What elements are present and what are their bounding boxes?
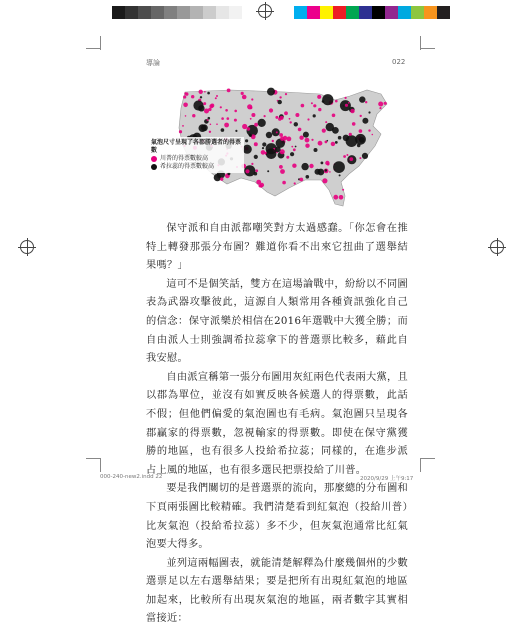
crop-mark bbox=[86, 458, 100, 459]
county-bubble bbox=[360, 115, 362, 117]
county-bubble bbox=[294, 122, 298, 126]
county-bubble bbox=[348, 102, 350, 104]
county-bubble bbox=[220, 177, 223, 180]
registration-mark-top bbox=[258, 4, 272, 18]
county-bubble bbox=[241, 92, 244, 95]
color-swatch bbox=[437, 6, 450, 19]
county-bubble bbox=[372, 134, 374, 136]
county-bubble bbox=[295, 146, 297, 148]
color-swatch bbox=[216, 6, 229, 19]
color-swatch bbox=[359, 6, 372, 19]
color-swatch bbox=[333, 6, 346, 19]
county-bubble bbox=[290, 121, 292, 123]
county-bubble bbox=[343, 135, 349, 141]
county-bubble bbox=[315, 169, 321, 175]
county-bubble bbox=[251, 98, 253, 100]
grayscale-color-bar bbox=[112, 6, 255, 19]
county-bubble bbox=[216, 123, 218, 125]
county-bubble bbox=[331, 142, 335, 146]
county-bubble bbox=[322, 178, 327, 183]
county-bubble bbox=[185, 92, 188, 95]
county-bubble bbox=[209, 131, 211, 133]
color-swatch bbox=[346, 6, 359, 19]
county-bubble bbox=[313, 104, 316, 107]
crop-mark bbox=[421, 458, 435, 459]
color-swatch bbox=[229, 6, 242, 19]
color-swatch bbox=[398, 6, 411, 19]
county-bubble bbox=[362, 118, 368, 124]
county-bubble bbox=[279, 133, 283, 137]
black-dot-icon bbox=[151, 164, 157, 170]
county-bubble bbox=[345, 104, 348, 107]
running-head-left: 導論 bbox=[146, 59, 160, 67]
legend-label-clinton: 希拉蕊的得票數較高 bbox=[160, 163, 215, 170]
county-bubble bbox=[368, 129, 370, 131]
county-bubble bbox=[343, 155, 346, 158]
county-bubble bbox=[350, 109, 354, 113]
county-bubble bbox=[254, 123, 258, 127]
county-bubble bbox=[318, 141, 323, 146]
county-bubble bbox=[322, 129, 326, 133]
county-bubble bbox=[289, 118, 291, 120]
county-bubble bbox=[346, 154, 348, 156]
county-bubble bbox=[275, 116, 278, 119]
county-bubble bbox=[208, 117, 211, 120]
county-bubble bbox=[258, 119, 266, 127]
crop-mark bbox=[100, 458, 101, 472]
county-bubble bbox=[286, 156, 289, 159]
county-bubble bbox=[333, 195, 338, 200]
county-bubble bbox=[254, 155, 258, 159]
paragraph: 並列這兩幅圖表，就能清楚解釋為什麼幾個州的少數選票足以左右選舉結果；要是把所有出現紅氣泡的地區加起來，比較所有出現灰氣泡的地區，兩者數字其實相當接近： bbox=[146, 557, 408, 625]
county-bubble bbox=[266, 132, 272, 138]
county-bubble bbox=[299, 136, 303, 140]
county-bubble bbox=[329, 171, 331, 173]
county-bubble bbox=[220, 106, 222, 108]
legend-item-trump bbox=[151, 155, 241, 163]
county-bubble bbox=[345, 97, 347, 99]
color-swatch bbox=[151, 6, 164, 19]
color-swatch bbox=[372, 6, 385, 19]
county-bubble bbox=[235, 130, 237, 132]
county-bubble bbox=[309, 164, 313, 168]
county-bubble bbox=[224, 123, 229, 128]
county-bubble bbox=[283, 136, 287, 140]
county-bubble bbox=[285, 93, 287, 95]
map-legend bbox=[148, 137, 244, 173]
paragraph: 保守派和自由派都嘲笑對方太過感蠢。「你怎會在推特上轉發那張分布圖？難道你看不出來它扭曲了選舉結果嗎？」 bbox=[146, 223, 408, 272]
county-bubble bbox=[191, 95, 194, 98]
paragraph: 自由派宣稱第一張分布圖用灰紅兩色代表兩大黨，且以郡為單位，並沒有如實反映各候選人的得票數，此話不假；但他們偏愛的氣泡圖也有毛病。氣泡圖只呈現各郡贏家的得票數，忽視輸家的得票數。即使在保守黨獲勝的地區，也有很多人投給希拉蕊；同樣的，在進步派占上風的地區，也有很多選民把票投給了川普。 bbox=[146, 371, 408, 476]
county-bubble bbox=[284, 111, 288, 115]
county-bubble bbox=[379, 107, 381, 109]
county-bubble bbox=[342, 189, 344, 191]
color-swatch bbox=[177, 6, 190, 19]
county-bubble bbox=[327, 140, 329, 142]
county-bubble bbox=[287, 137, 292, 142]
county-bubble bbox=[255, 169, 258, 172]
county-bubble bbox=[179, 130, 182, 133]
county-bubble bbox=[260, 183, 264, 187]
county-bubble bbox=[307, 118, 309, 120]
county-bubble bbox=[261, 150, 266, 155]
county-bubble bbox=[359, 129, 363, 133]
county-bubble bbox=[227, 117, 230, 120]
paragraph: 這可不是個笑話，雙方在這場論戰中，紛紛以不同圖表為武器攻擊彼此，這源自人類常用各種資訊強化自己的信念：保守派樂於相信在2016年選戰中大獲全勝；而自由派人士則強調希拉蕊拿下的普選票比較多，藉此自我安慰。 bbox=[146, 278, 408, 365]
county-bubble bbox=[301, 163, 308, 170]
color-swatch bbox=[203, 6, 216, 19]
crop-mark bbox=[421, 48, 435, 49]
color-swatch bbox=[112, 6, 125, 19]
county-bubble bbox=[254, 142, 258, 146]
county-bubble bbox=[332, 127, 339, 134]
county-bubble bbox=[245, 169, 249, 173]
crop-mark bbox=[420, 458, 421, 472]
county-bubble bbox=[303, 132, 309, 138]
county-bubble bbox=[251, 163, 253, 165]
legend-title: 氣泡尺寸呈現了各郡勝選者的得票數 bbox=[151, 139, 242, 154]
color-swatch bbox=[411, 6, 424, 19]
county-bubble bbox=[291, 146, 293, 148]
county-bubble bbox=[247, 127, 251, 131]
county-bubble bbox=[279, 96, 281, 98]
color-swatch bbox=[294, 6, 307, 19]
county-bubble bbox=[203, 102, 206, 105]
county-bubble bbox=[204, 91, 206, 93]
crop-mark bbox=[100, 36, 101, 50]
process-color-bar bbox=[294, 6, 450, 19]
county-bubble bbox=[227, 89, 231, 93]
county-bubble bbox=[198, 105, 204, 111]
county-bubble bbox=[262, 147, 264, 149]
registration-mark-left bbox=[20, 240, 34, 254]
county-bubble bbox=[254, 172, 258, 176]
county-bubble bbox=[325, 161, 329, 165]
county-bubble bbox=[267, 170, 269, 172]
county-bubble bbox=[267, 88, 275, 96]
county-bubble bbox=[183, 103, 188, 108]
county-bubble bbox=[325, 121, 327, 123]
color-swatch bbox=[242, 6, 255, 19]
pink-dot-icon bbox=[151, 156, 157, 162]
county-bubble bbox=[294, 182, 296, 184]
county-bubble bbox=[298, 128, 302, 132]
county-bubble bbox=[199, 124, 207, 132]
county-bubble bbox=[368, 111, 370, 113]
county-bubble bbox=[318, 108, 321, 111]
county-bubble bbox=[234, 110, 237, 113]
county-bubble bbox=[249, 134, 252, 137]
county-bubble bbox=[264, 115, 266, 117]
county-bubble bbox=[221, 128, 225, 132]
color-swatch bbox=[190, 6, 203, 19]
legend-item-clinton bbox=[151, 163, 241, 171]
county-bubble bbox=[262, 142, 266, 146]
county-bubble bbox=[306, 175, 310, 179]
county-bubble bbox=[338, 136, 342, 140]
county-bubble bbox=[359, 157, 361, 159]
county-bubble bbox=[251, 113, 255, 117]
county-bubble bbox=[250, 118, 252, 120]
county-bubble bbox=[292, 164, 296, 168]
county-bubble bbox=[210, 124, 212, 126]
county-bubble bbox=[384, 102, 387, 105]
county-bubble bbox=[290, 152, 294, 156]
color-swatch bbox=[138, 6, 151, 19]
footer-timestamp: 2020/9/29 上午9:17 bbox=[360, 476, 414, 482]
footer-file-slug: 000-240-new2.indd 22 bbox=[100, 474, 163, 480]
county-bubble bbox=[321, 162, 324, 165]
county-bubble bbox=[272, 128, 280, 136]
county-bubble bbox=[185, 115, 187, 117]
county-bubble bbox=[245, 139, 248, 142]
county-bubble bbox=[192, 114, 195, 117]
county-bubble bbox=[325, 169, 328, 172]
county-bubble bbox=[250, 106, 253, 109]
county-bubble bbox=[317, 95, 321, 99]
legend-label-trump: 川普的得票數較高 bbox=[160, 155, 209, 162]
county-bubble bbox=[339, 195, 344, 200]
county-bubble bbox=[225, 109, 228, 112]
county-bubble bbox=[311, 139, 313, 141]
county-bubble bbox=[216, 95, 218, 97]
color-swatch bbox=[385, 6, 398, 19]
county-bubble bbox=[365, 101, 367, 103]
county-bubble bbox=[299, 178, 303, 182]
body-text bbox=[146, 220, 408, 629]
county-bubble bbox=[221, 117, 224, 120]
page-number: 022 bbox=[392, 58, 406, 66]
county-bubble bbox=[301, 104, 305, 108]
county-bubble bbox=[272, 140, 274, 142]
county-bubble bbox=[305, 144, 309, 148]
color-swatch bbox=[164, 6, 177, 19]
county-bubble bbox=[207, 92, 210, 95]
crop-mark bbox=[86, 48, 100, 49]
registration-mark-right bbox=[490, 240, 504, 254]
county-bubble bbox=[280, 116, 284, 120]
color-swatch bbox=[125, 6, 138, 19]
county-bubble bbox=[266, 148, 277, 159]
color-swatch bbox=[424, 6, 437, 19]
county-bubble bbox=[204, 109, 209, 114]
county-bubble bbox=[279, 165, 283, 169]
county-bubble bbox=[339, 174, 341, 176]
county-bubble bbox=[282, 181, 286, 185]
county-bubble bbox=[269, 108, 273, 112]
county-bubble bbox=[199, 90, 203, 94]
county-bubble bbox=[362, 153, 368, 159]
county-bubble bbox=[214, 174, 221, 181]
county-bubble bbox=[378, 102, 383, 107]
county-bubble bbox=[311, 102, 313, 104]
county-bubble bbox=[200, 96, 202, 98]
county-bubble bbox=[242, 124, 247, 129]
county-bubble bbox=[335, 100, 338, 103]
county-bubble bbox=[215, 97, 217, 99]
county-bubble bbox=[335, 141, 338, 144]
county-bubble bbox=[183, 95, 186, 98]
county-bubble bbox=[278, 100, 282, 104]
county-bubble bbox=[313, 114, 316, 117]
county-bubble bbox=[355, 134, 366, 145]
county-bubble bbox=[349, 157, 353, 161]
county-bubble bbox=[322, 94, 333, 105]
color-swatch bbox=[320, 6, 333, 19]
county-bubble bbox=[359, 96, 365, 102]
county-bubble bbox=[275, 147, 281, 153]
county-bubble bbox=[293, 148, 296, 151]
county-bubble bbox=[182, 125, 184, 127]
county-bubble bbox=[352, 122, 356, 126]
paragraph: 要是我們關切的是普選票的流向，那麼總的分布圖和下頁兩張圖比較精確。我們清楚看到紅氣泡（投給川普）比灰氣泡（投給希拉蕊）多不少，但灰氣泡通常比紅氣泡要大得多。 bbox=[146, 483, 408, 551]
county-bubble bbox=[349, 133, 352, 136]
county-bubble bbox=[209, 104, 213, 108]
county-bubble bbox=[295, 113, 299, 117]
county-bubble bbox=[333, 161, 345, 173]
color-swatch bbox=[307, 6, 320, 19]
county-bubble bbox=[314, 148, 318, 152]
county-bubble bbox=[234, 119, 237, 122]
county-bubble bbox=[276, 131, 278, 133]
county-bubble bbox=[305, 138, 310, 143]
county-bubble bbox=[242, 95, 247, 100]
county-bubble bbox=[332, 114, 336, 118]
county-bubble bbox=[280, 169, 285, 174]
